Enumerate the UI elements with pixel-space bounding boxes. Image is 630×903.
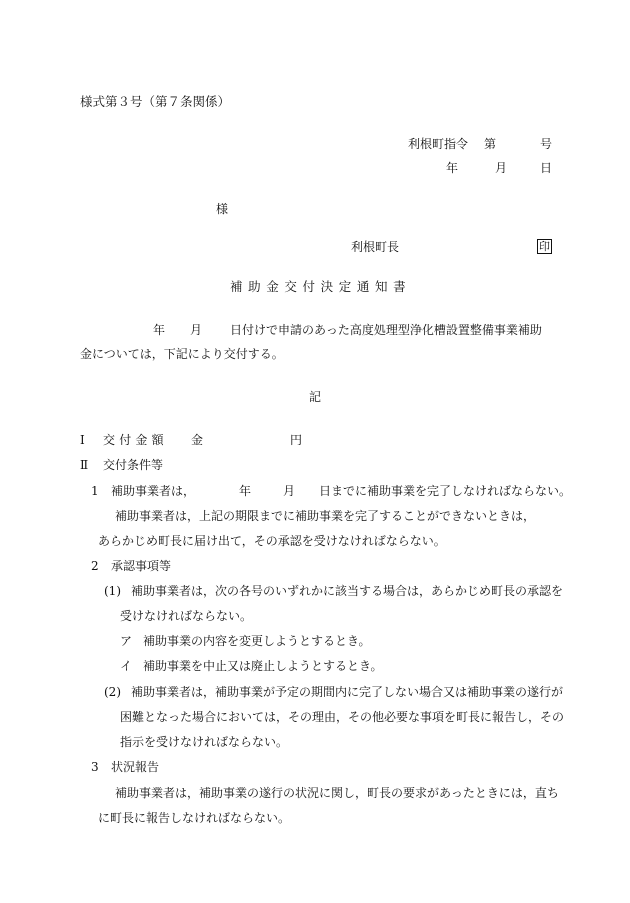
sub1-line1: 補助事業者は，次の各号のいずれかに該当する場合は，あらかじめ町長の承認を [131,584,564,598]
form-label: 様式第３号（第７条関係） [80,94,231,109]
ki-heading: 記 [309,390,322,404]
item3-line1: 補助事業者は，補助事業の遂行の状況に関し，町長の要求があったときには，直ち [115,786,559,800]
date-month: 月 [495,161,508,175]
intro-year: 年 [153,323,166,337]
item3-label: 状況報告 [111,760,160,774]
sub2-line2: 困難となった場合においては，その理由，その他必要な事項を町長に報告し，その [120,710,565,724]
section1-label: 交付金額 [103,433,168,447]
section1-yen: 円 [290,433,303,447]
intro-month: 月 [190,323,203,337]
date-year: 年 [446,161,459,175]
intro-line2: 金については，下記により交付する。 [80,347,284,361]
sender-title: 利根町長 [351,240,400,254]
recipient-sama: 様 [216,202,229,216]
reference-go: 号 [540,137,553,151]
item3-line2: に町長に報告しなければならない。 [98,811,291,825]
sub1-a-label: ア [120,634,133,648]
sub2-line1: 補助事業者は，補助事業が予定の期間内に完了しない場合又は補助事業の遂行が [131,685,564,699]
seal-mark: 印 [539,240,550,253]
section1-numeral: Ⅰ [80,433,85,447]
item2-label: 承認事項等 [111,559,172,573]
item1-year: 年 [239,484,252,498]
item1-text-b: 日までに補助事業を完了しなければならない。 [319,484,572,498]
reference-dai: 第 [484,137,497,151]
sub1-line2: 受けなければならない。 [120,609,253,623]
issuer-prefix: 利根町指令 [408,137,469,151]
sub1-i-label: イ [120,659,133,673]
item1-text-a: 補助事業者は， [111,484,196,498]
item1-line2: 補助事業者は，上記の期限までに補助事業を完了することができないときは， [115,509,536,523]
item1-num: 1 [91,484,99,498]
item1-line3: あらかじめ町長に届け出て，その承認を受けなければならない。 [98,534,446,548]
sub2-line3: 指示を受けなければならない。 [120,735,289,749]
section1-kin: 金 [191,433,204,447]
intro-line1: 日付けで申請のあった高度処理型浄化槽設置整備事業補助 [230,323,542,337]
date-day: 日 [540,161,553,175]
section2-label: 交付条件等 [103,458,164,472]
section2-numeral: Ⅱ [80,458,89,472]
item2-num: 2 [91,559,99,573]
item3-num: 3 [91,760,99,774]
sub1-a-text: 補助事業の内容を変更しようとするとき。 [143,634,371,648]
item1-month: 月 [283,484,296,498]
sub1-num: (1) [104,584,121,598]
sub1-i-text: 補助事業を中止又は廃止しようとするとき。 [143,659,383,673]
document-title: 補助金交付決定通知書 [230,279,412,294]
sub2-num: (2) [104,685,121,699]
